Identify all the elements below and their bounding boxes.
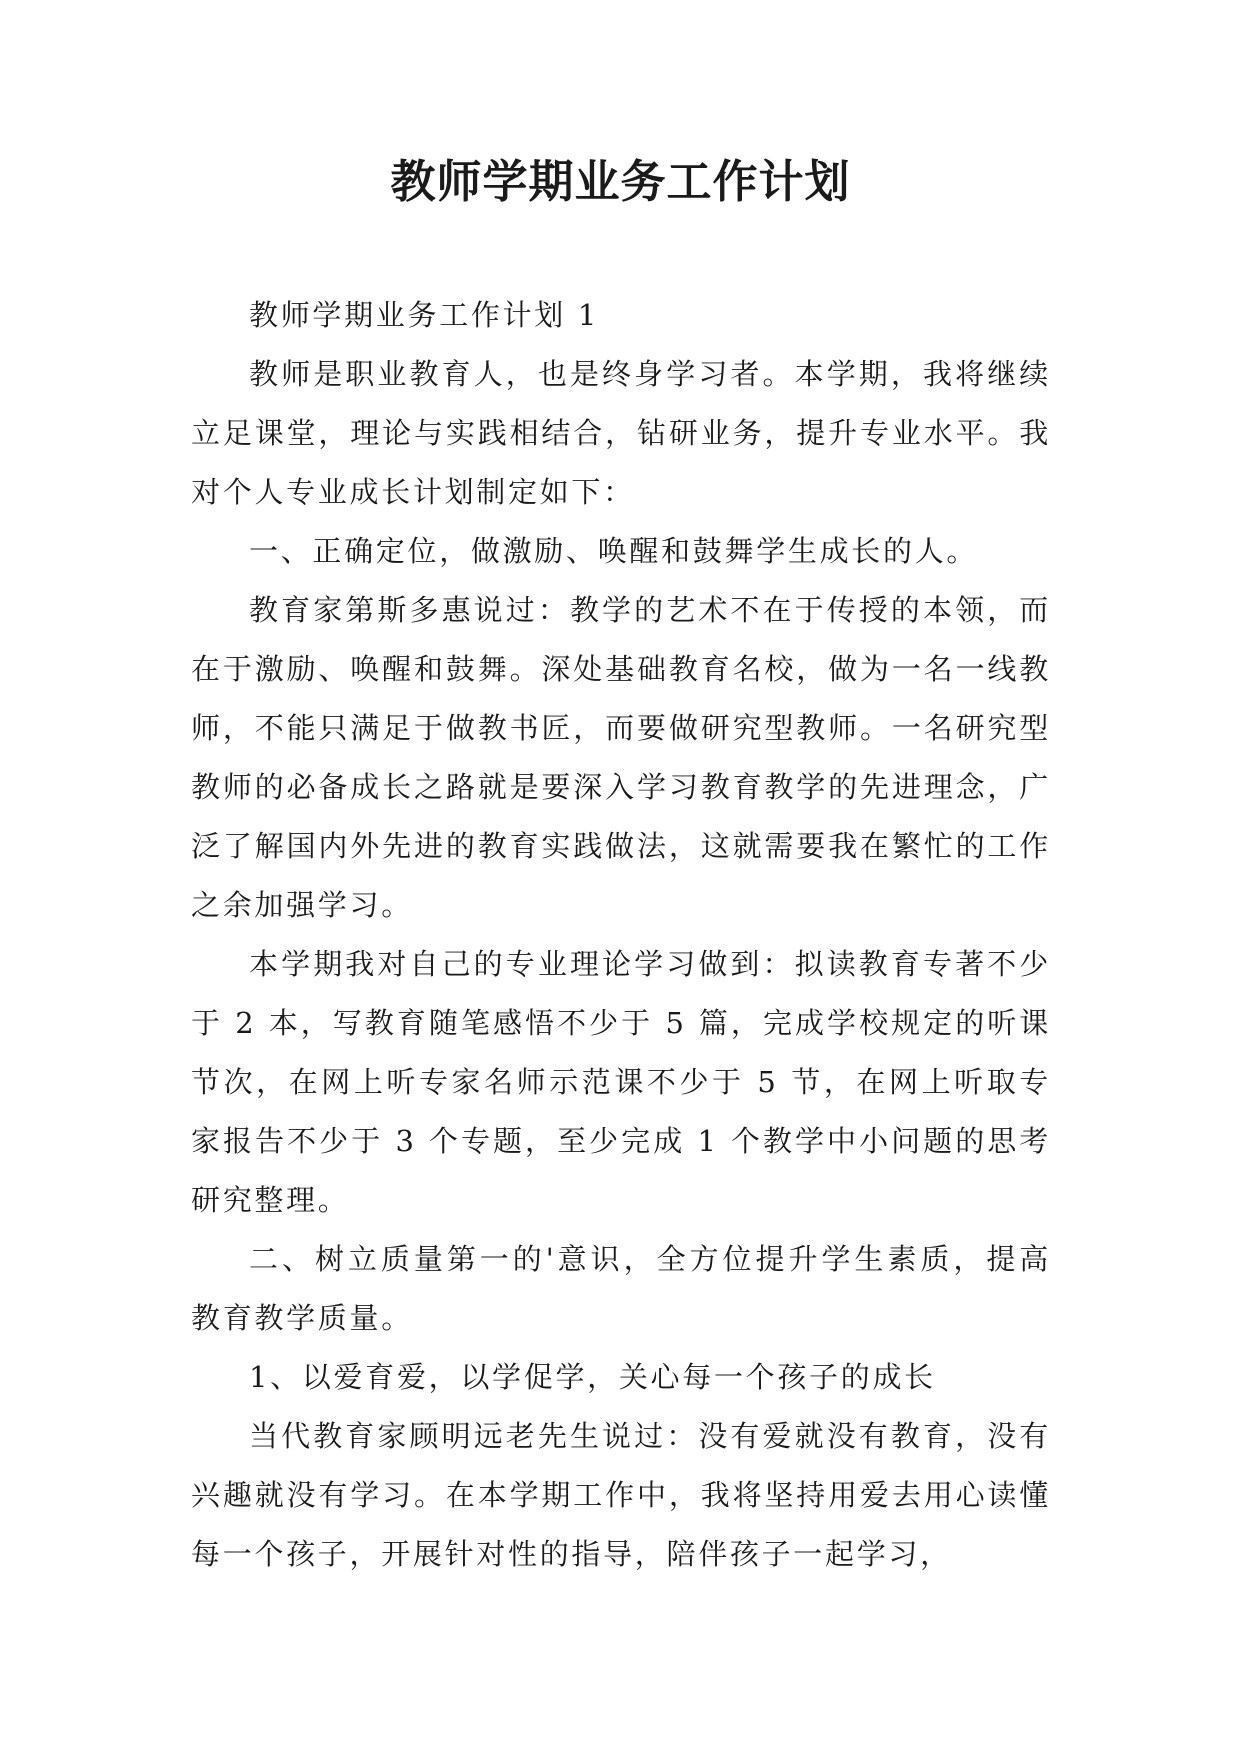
paragraph-subtitle: 教师学期业务工作计划 1 xyxy=(249,298,600,332)
document-title: 教师学期业务工作计划 xyxy=(390,155,851,208)
paragraph-heading-two: 二、树立质量第一的'意识，全方位提升学生素质，提高教育教学质量。 xyxy=(191,1242,1051,1335)
paragraph-gu-mingyuan-quote: 当代教育家顾明远老先生说过：没有爱就没有教育，没有兴趣就没有学习。在本学期工作中，我将坚持用爱去用心读懂每一个孩子，开展针对性的指导，陪伴孩子一起学习， xyxy=(191,1419,1051,1571)
paragraph-study-goals: 本学期我对自己的专业理论学习做到：拟读教育专著不少于 2 本，写教育随笔感悟不少于 5 篇，完成学校规定的听课节次，在网上听专家名师示范课不少于 5 节，在网上听取专家报告不少于 3 个专题，至少完成 1 个教学中小问题的思考研究整理。 xyxy=(191,947,1051,1217)
paragraph-diesterweg-quote: 教育家第斯多惠说过：教学的艺术不在于传授的本领，而在于激励、唤醒和鼓舞。深处基础教育名校，做为一名一线教师，不能只满足于做教书匠，而要做研究型教师。一名研究型教师的必备成长之路就是要深入学习教育教学的先进理念，广泛了解国内外先进的教育实践做法，这就需要我在繁忙的工作之余加强学习。 xyxy=(191,593,1051,922)
paragraph-heading-one: 一、正确定位，做激励、唤醒和鼓舞学生成长的人。 xyxy=(249,534,979,568)
document-body xyxy=(191,286,1051,1584)
paragraph-intro: 教师是职业教育人，也是终身学习者。本学期，我将继续立足课堂，理论与实践相结合，钻研业务，提升专业水平。我对个人专业成长计划制定如下： xyxy=(191,357,1051,509)
paragraph-subheading-one: 1、以爱育爱，以学促学，关心每一个孩子的成长 xyxy=(249,1360,936,1394)
